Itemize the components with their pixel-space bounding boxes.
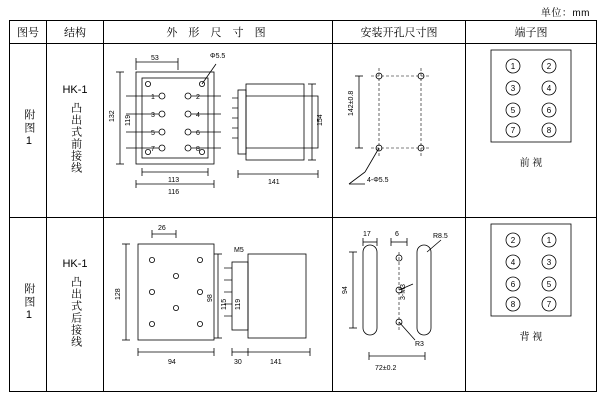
outline-drawing-2 (104, 218, 332, 391)
cell-terminal-2 (466, 218, 597, 392)
dim-116: 116 (168, 189, 180, 196)
dim-72: 72±0.2 (375, 365, 397, 372)
terminal-caption-1: 前 视 (519, 158, 543, 169)
dim-141: 141 (268, 179, 280, 186)
pin-8: 8 (196, 146, 200, 153)
fig-no-label-1: 附图1 (22, 109, 35, 149)
dim-3M3: 3-M3 (400, 284, 407, 300)
table-header-row (10, 21, 597, 44)
dim-4phi55: 4-Φ5.5 (367, 177, 389, 184)
outline-drawing-1 (104, 44, 332, 217)
dim-154: 154 (317, 114, 324, 126)
terminal-svg-front (483, 44, 579, 152)
dim-132: 132 (109, 110, 116, 122)
terminal-pin-6-a: 6 (510, 280, 516, 289)
header-structure: 结构 (47, 21, 104, 44)
mounting-svg-front (335, 44, 463, 204)
header-mounting: 安装开孔尺寸图 (333, 21, 466, 44)
unit-note: 单位：mm (540, 8, 590, 19)
table-row (10, 218, 597, 392)
cell-structure-2 (47, 218, 104, 392)
dim-141-2: 141 (270, 359, 282, 366)
dim-98: 98 (207, 294, 214, 302)
mounting-drawing-2 (333, 218, 465, 391)
table-row (10, 44, 597, 218)
pin-5: 5 (151, 130, 155, 137)
dim-26: 26 (158, 225, 166, 232)
structure-model-2: HK-1 (62, 258, 88, 271)
terminal-pin-2-a: 2 (510, 236, 516, 245)
cell-outline-1 (104, 44, 333, 218)
dim-94: 94 (168, 359, 176, 366)
cell-mounting-1 (333, 44, 466, 218)
header-fig-no: 图号 (10, 21, 47, 44)
structure-model-1: HK-1 (62, 84, 88, 97)
dim-phi55: Φ5.5 (210, 53, 226, 60)
terminal-drawing-1 (466, 44, 596, 217)
terminal-drawing-2 (466, 218, 596, 391)
cell-outline-2 (104, 218, 333, 392)
terminal-svg-rear (483, 218, 579, 326)
dim-128: 128 (115, 288, 122, 300)
cell-structure-1 (47, 44, 104, 218)
fig-no-label-2: 附图1 (22, 283, 35, 323)
cell-terminal-1 (466, 44, 597, 218)
terminal-pin-5: 5 (510, 106, 516, 115)
dim-113: 113 (168, 177, 180, 184)
dim-R85: R8.5 (433, 233, 448, 240)
outline-svg-rear (106, 218, 330, 380)
terminal-caption-2: 背 视 (519, 332, 543, 343)
terminal-pin-8: 8 (546, 126, 552, 135)
dim-119: 119 (235, 298, 242, 310)
dim-R3: R3 (415, 341, 424, 348)
dim-53: 53 (151, 55, 159, 62)
structure-desc-2: 凸出式后接线 (69, 275, 82, 348)
dim-M5: M5 (234, 247, 244, 254)
dim-6: 6 (395, 231, 399, 238)
pin-4: 4 (196, 112, 200, 119)
terminal-pin-2: 2 (546, 62, 552, 71)
dim-94-2: 94 (342, 286, 349, 294)
terminal-pin-3: 3 (510, 84, 516, 93)
cell-fig-no-1 (10, 44, 47, 218)
terminal-pin-4: 4 (546, 84, 552, 93)
structure-desc-1: 凸出式前接线 (69, 101, 82, 174)
mounting-drawing-1 (333, 44, 465, 217)
mounting-svg-rear (335, 218, 463, 376)
dim-119: 119 (125, 114, 132, 126)
terminal-pin-7-a: 7 (546, 300, 552, 309)
header-outline: 外 形 尺 寸 图 (104, 21, 333, 44)
terminal-pin-1-a: 1 (546, 236, 552, 245)
dim-142: 142±0.8 (348, 90, 355, 116)
terminal-pin-4-a: 4 (510, 258, 516, 267)
pin-7: 7 (151, 146, 155, 153)
cell-mounting-2 (333, 218, 466, 392)
dim-115: 115 (221, 298, 228, 310)
dim-30: 30 (234, 359, 242, 366)
terminal-pin-1: 1 (510, 62, 516, 71)
pin-6: 6 (196, 130, 200, 137)
header-terminal: 端子图 (466, 21, 597, 44)
pin-1: 1 (151, 94, 155, 101)
cell-fig-no-2 (10, 218, 47, 392)
terminal-pin-8-a: 8 (510, 300, 516, 309)
terminal-pin-5-a: 5 (546, 280, 552, 289)
pin-2: 2 (196, 94, 200, 101)
dimension-table (9, 20, 597, 392)
terminal-pin-3-a: 3 (546, 258, 552, 267)
terminal-pin-6: 6 (546, 106, 552, 115)
dim-17: 17 (363, 231, 371, 238)
outline-svg-front (106, 44, 330, 212)
pin-3: 3 (151, 112, 155, 119)
terminal-pin-7: 7 (510, 126, 516, 135)
